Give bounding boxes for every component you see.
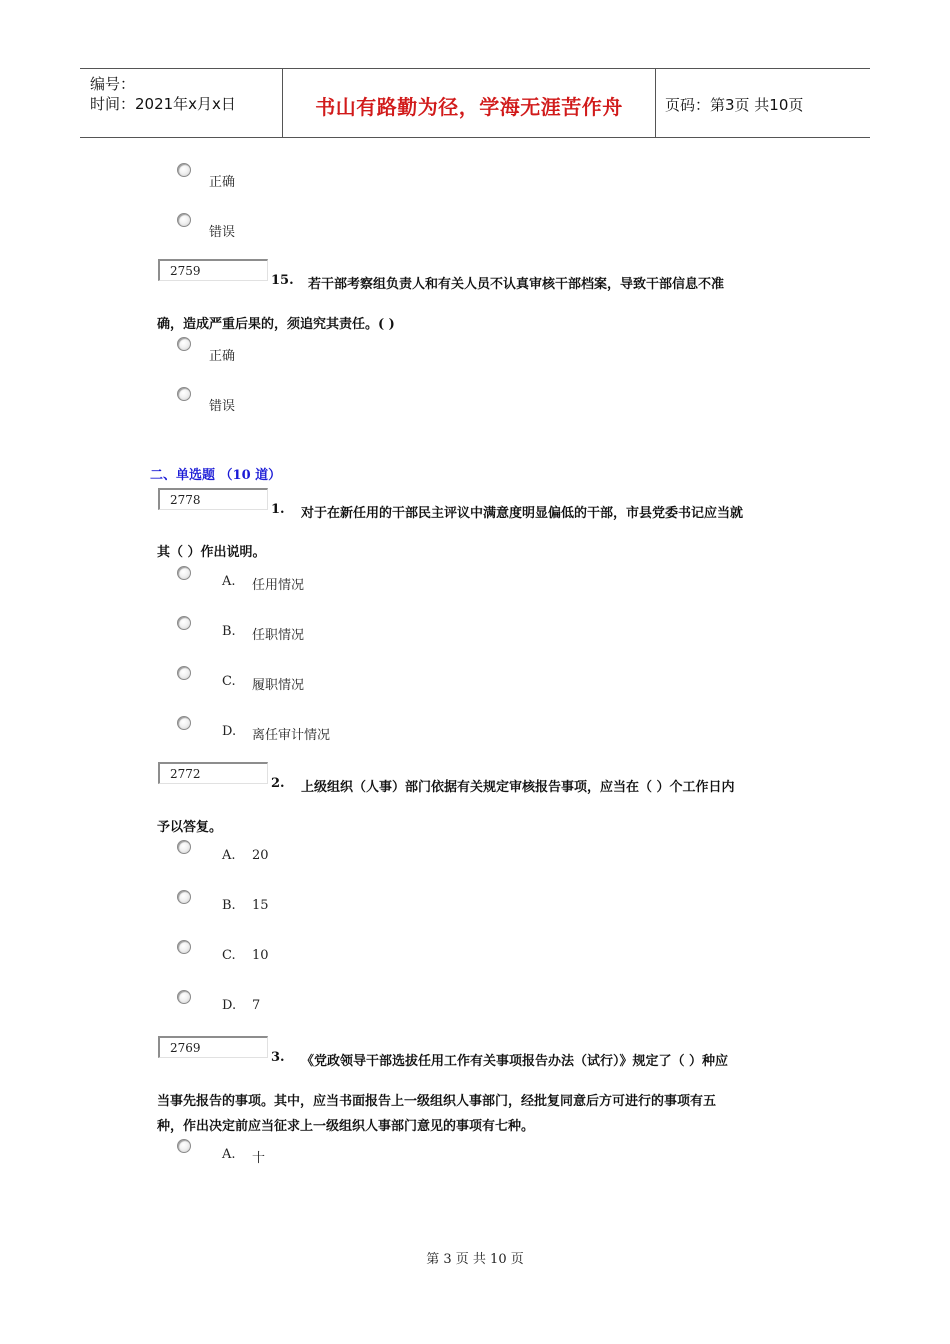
option-letter: C. [222, 674, 236, 689]
radio-button[interactable] [177, 616, 191, 630]
radio-button[interactable] [177, 890, 191, 904]
question-id-field[interactable]: 2769 [158, 1036, 268, 1058]
radio-button[interactable] [177, 163, 191, 177]
question-id-field[interactable]: 2759 [158, 259, 268, 281]
header-motto-cell [282, 69, 656, 137]
option-letter: B. [222, 624, 236, 639]
question-number: 1. [271, 502, 285, 517]
option-text: 7 [252, 998, 261, 1013]
radio-button[interactable] [177, 387, 191, 401]
option-letter: B. [222, 898, 236, 913]
option-text: 十 [252, 1151, 266, 1166]
question-number: 3. [271, 1050, 285, 1065]
radio-button[interactable] [177, 940, 191, 954]
question-number: 2. [271, 776, 285, 791]
option-true-label: 正确 [209, 175, 236, 190]
option-text: 15 [252, 898, 269, 913]
radio-button[interactable] [177, 990, 191, 1004]
radio-button[interactable] [177, 666, 191, 680]
option-text: 任职情况 [252, 628, 305, 643]
option-false-label: 错误 [209, 399, 236, 414]
option-letter: A. [222, 1147, 236, 1162]
radio-button[interactable] [177, 566, 191, 580]
header-meta-cell [80, 69, 282, 137]
option-text: 20 [252, 848, 269, 863]
page-info: 页码：第3页 共10页 [665, 96, 804, 114]
page-header [80, 68, 870, 138]
option-true-label: 正确 [209, 349, 236, 364]
page-footer: 第 3 页 共 10 页 [426, 1252, 524, 1267]
option-letter: D. [222, 724, 237, 739]
question-text-continued: 予以答复。 [157, 820, 223, 835]
option-letter: A. [222, 574, 236, 589]
question-text: 上级组织（人事）部门依据有关规定审核报告事项，应当在（ ）个工作日内 [301, 780, 735, 795]
option-text: 任用情况 [252, 578, 305, 593]
question-text: 《党政领导干部选拔任用工作有关事项报告办法（试行）》规定了（ ）种应 [301, 1054, 729, 1069]
radio-button[interactable] [177, 716, 191, 730]
section-heading: 二、单选题 （10 道） [150, 468, 282, 483]
option-text: 履职情况 [252, 678, 305, 693]
question-number: 15. [271, 273, 294, 288]
question-text: 对于在新任用的干部民主评议中满意度明显偏低的干部，市县党委书记应当就 [301, 506, 744, 521]
radio-button[interactable] [177, 213, 191, 227]
option-text: 离任审计情况 [252, 728, 331, 743]
radio-button[interactable] [177, 1139, 191, 1153]
date-label: 时间：2021年x月x日 [90, 95, 236, 113]
question-text: 若干部考察组负责人和有关人员不认真审核干部档案，导致干部信息不准 [308, 277, 725, 292]
option-letter: D. [222, 998, 237, 1013]
option-letter: C. [222, 948, 236, 963]
question-text-continued: 其（ ）作出说明。 [157, 545, 266, 560]
option-text: 10 [252, 948, 269, 963]
radio-button[interactable] [177, 840, 191, 854]
radio-button[interactable] [177, 337, 191, 351]
number-label: 编号： [90, 75, 136, 93]
option-letter: A. [222, 848, 236, 863]
question-text-continued: 种，作出决定前应当征求上一级组织人事部门意见的事项有七种。 [157, 1119, 535, 1134]
question-text-continued: 当事先报告的事项。其中，应当书面报告上一级组织人事部门，经批复同意后方可进行的事项有五 [157, 1094, 717, 1109]
question-id-field[interactable]: 2772 [158, 762, 268, 784]
motto: 书山有路勤为径，学海无涯苦作舟 [315, 95, 623, 119]
option-false-label: 错误 [209, 225, 236, 240]
question-id-field[interactable]: 2778 [158, 488, 268, 510]
header-page-cell [655, 69, 870, 137]
question-text-continued: 确，造成严重后果的，须追究其责任。( ) [157, 317, 395, 332]
